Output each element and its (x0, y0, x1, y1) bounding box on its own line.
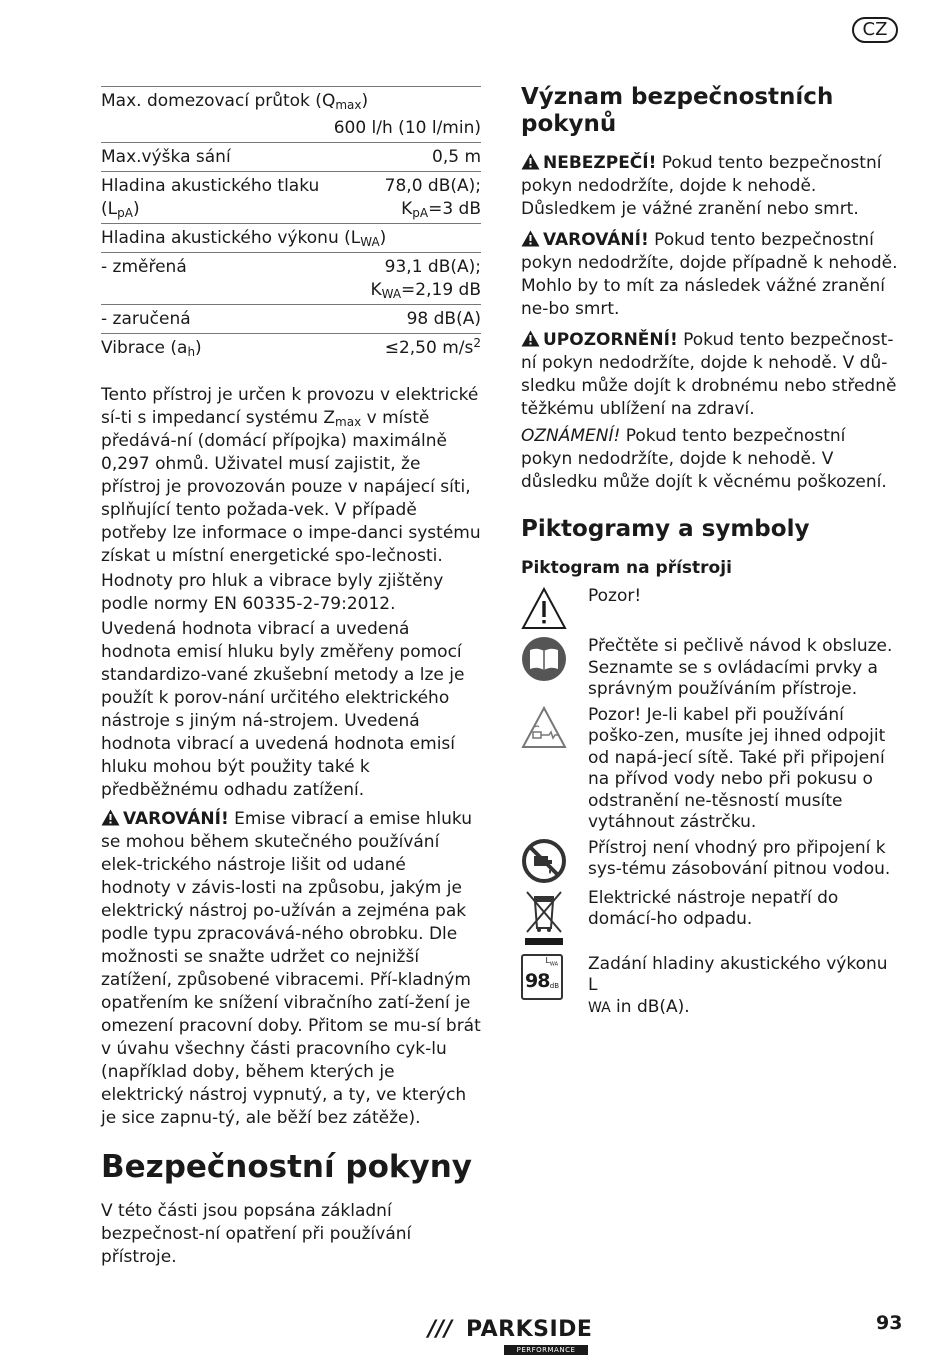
spec-label: Max. domezovací průtok $(Q_{max})$ (101, 91, 369, 112)
paragraph-vibration-warning: VAROVÁNÍ! Emise vibrací a emise hluku se mohou během skutečného používání elek-trického nástroje lišit od udané hodnoty v závis-losti na způsobu, jakým je elektrický nástroj po-užíván a zejména pak podle typu zpracovává-ného obrobku. Dle možnosti se snažte udržet co nejnižší zatížení, způsobené vibracemi. Pří-kladným opatřením ke snížení vibračního zatí-žení je omezení pracovní doby. Přitom se mu-sí brát v úvahu všechny části pracovního cyk-lu (například doby, během kterých je elektrický nástroj vypnutý, a ty, ve kterých je sice zapnu-tý, ale běží bez zátěže). (101, 809, 481, 1128)
spec-value: 98 dB(A) (406, 309, 481, 329)
pictogram-text: Elektrické nástroje nepatří do domácí-ho odpadu. (588, 887, 839, 929)
spec-value: 600 l/h (10 l/min) (333, 118, 481, 138)
brand-name: PARKSIDE (466, 1317, 593, 1342)
spec-table (101, 86, 481, 362)
spec-label: - změřená (101, 257, 187, 277)
page-number: 93 (876, 1312, 903, 1334)
logo-stripes: /// (428, 1317, 453, 1342)
spec-label: Max.výška sání (101, 147, 231, 167)
spec-value: 93,1 dB(A); (384, 257, 481, 277)
spec-row-guaranteed (101, 305, 481, 334)
spec-row-sound-power (101, 224, 481, 253)
spec-row-suction-height (101, 143, 481, 172)
spec-row-sound-pressure (101, 172, 481, 224)
pictogram-item (521, 954, 901, 1019)
paragraph-notice: OZNÁMENÍ! Pokud tento bezpečnostní pokyn nedodržíte, dojde k nehodě. V důsledku může dojít k věcnému poškození. (521, 426, 887, 492)
pictogram-text: Pozor! (588, 586, 642, 606)
spec-value: 0,5 m (432, 147, 481, 167)
weee-bin-icon (521, 888, 567, 946)
right-column (521, 84, 901, 1022)
spec-value: $K_{WA}=2,19$ dB (370, 280, 481, 301)
spec-label: Hladina akustického výkonu $(L_{WA})$ (101, 228, 387, 249)
paragraph-caution: UPOZORNĚNÍ! Pokud tento bezpečnost-ní pokyn nedodržíte, dojde k nehodě. V dů-sledku může dojít k drobnému nebo středně těžkému ublížení na zdraví. (521, 330, 897, 419)
spec-row-vibration (101, 334, 481, 362)
paragraph-warning: VAROVÁNÍ! Pokud tento bezpečnostní pokyn nedodržíte, dojde případně k nehodě. Mohlo by to mít za následek vážné zranění ne-bo smrt. (521, 230, 898, 319)
paragraph-impedance: Tento přístroj je určen k provozu v elektrické sí-ti s impedancí systému $Z_{max}$ v místě předává-ní (domácí přípojka) maximálně 0,297 ohmů. Uživatel musí zajistit, že přístroj je provozován pouze v napájecí síti, splňující tento požada-vek. V případě potřeby lze informace o impe-danci systému získat u místní energetické spo-lečnosti. (101, 385, 481, 566)
sound-label-unit: dB (549, 981, 559, 990)
language-badge: CZ (852, 17, 898, 43)
spec-value: 78,0 dB(A); (384, 176, 481, 196)
spec-value: $K_{pA}=3$ dB (401, 199, 481, 220)
sound-power-label-icon (521, 954, 563, 1000)
spec-row-max-flow (101, 87, 481, 143)
pictogram-item (521, 888, 901, 946)
section-heading-meaning: Význam bezpečnostních pokynů (521, 84, 834, 137)
warning-triangle-icon (101, 809, 120, 826)
spec-label: Vibrace $(a_h)$ (101, 338, 202, 359)
pictogram-item (521, 586, 901, 632)
left-column (101, 86, 481, 1271)
spec-label: $(L_{pA})$ (101, 199, 140, 220)
subheading-device-pictograms: Piktogram na přístroji (521, 558, 732, 578)
warning-triangle-icon (521, 586, 567, 632)
pictogram-text: Přečtěte si pečlivě návod k obsluze. Seznamte se s ovládacími prvky a správným používáním přístroje. (588, 636, 893, 699)
sound-label-lwa: $L_{WA}$ (545, 955, 558, 968)
left-body-text (101, 384, 481, 1269)
sound-label-value: 98 (525, 969, 550, 992)
spec-value: ≤2,50 $m/s^2$ (384, 336, 481, 358)
parkside-logo (428, 1317, 593, 1358)
no-drinking-water-icon (521, 838, 567, 884)
spec-label: Hladina akustického tlaku (101, 176, 320, 196)
pictogram-item (521, 636, 901, 701)
pictogram-text: Zadání hladiny akustického výkonu L WA in dB(A). (588, 953, 888, 1017)
spec-label: - zaručená (101, 309, 191, 329)
section-heading-pictograms: Piktogramy a symboly (521, 516, 810, 542)
warning-triangle-icon (521, 153, 540, 170)
paragraph-danger: NEBEZPEČÍ! Pokud tento bezpečnostní pokyn nedodržíte, dojde k nehodě. Důsledkem je vážné zranění nebo smrt. (521, 153, 882, 219)
pictogram-text: Přístroj není vhodný pro připojení k sys-tému zásobování pitnou vodou. (588, 837, 891, 879)
pictogram-item (521, 838, 901, 884)
pictogram-text: Pozor! Je-li kabel při používání poško-zen, musíte jej ihned odpojit od napá-jecí sítě. Také při připojení na přívod vody nebo při pokusu o odstranění ne-těsností musíte vytáhnout zástrčku. (588, 704, 886, 832)
brand-sub: PERFORMANCE (504, 1345, 588, 1355)
section-heading-safety: Bezpečnostní pokyny (101, 1149, 473, 1185)
paragraph-noise-standard: Hodnoty pro hluk a vibrace byly zjištěny podle normy EN 60335-2-79:2012. (101, 571, 444, 614)
paragraph-vibration-values: Uvedená hodnota vibrací a uvedená hodnota emisí hluku byly změřeny pomocí standardizo-vané zkušební metody a lze je použít k porov-nání určitého elektrického nástroje s jiným ná-strojem. Uvedená hodnota vibrací a uvedená hodnota emisí hluku mohou být použity také k předběžnému odhadu zatížení. (101, 619, 465, 800)
read-manual-icon (521, 636, 567, 682)
paragraph-safety-intro: V této části jsou popsána základní bezpečnost-ní opatření při používání přístroje. (101, 1201, 412, 1267)
damaged-cable-icon (521, 705, 567, 751)
warning-triangle-icon (521, 330, 540, 347)
pictogram-item (521, 705, 901, 834)
spec-row-measured (101, 253, 481, 305)
warning-triangle-icon (521, 230, 540, 247)
